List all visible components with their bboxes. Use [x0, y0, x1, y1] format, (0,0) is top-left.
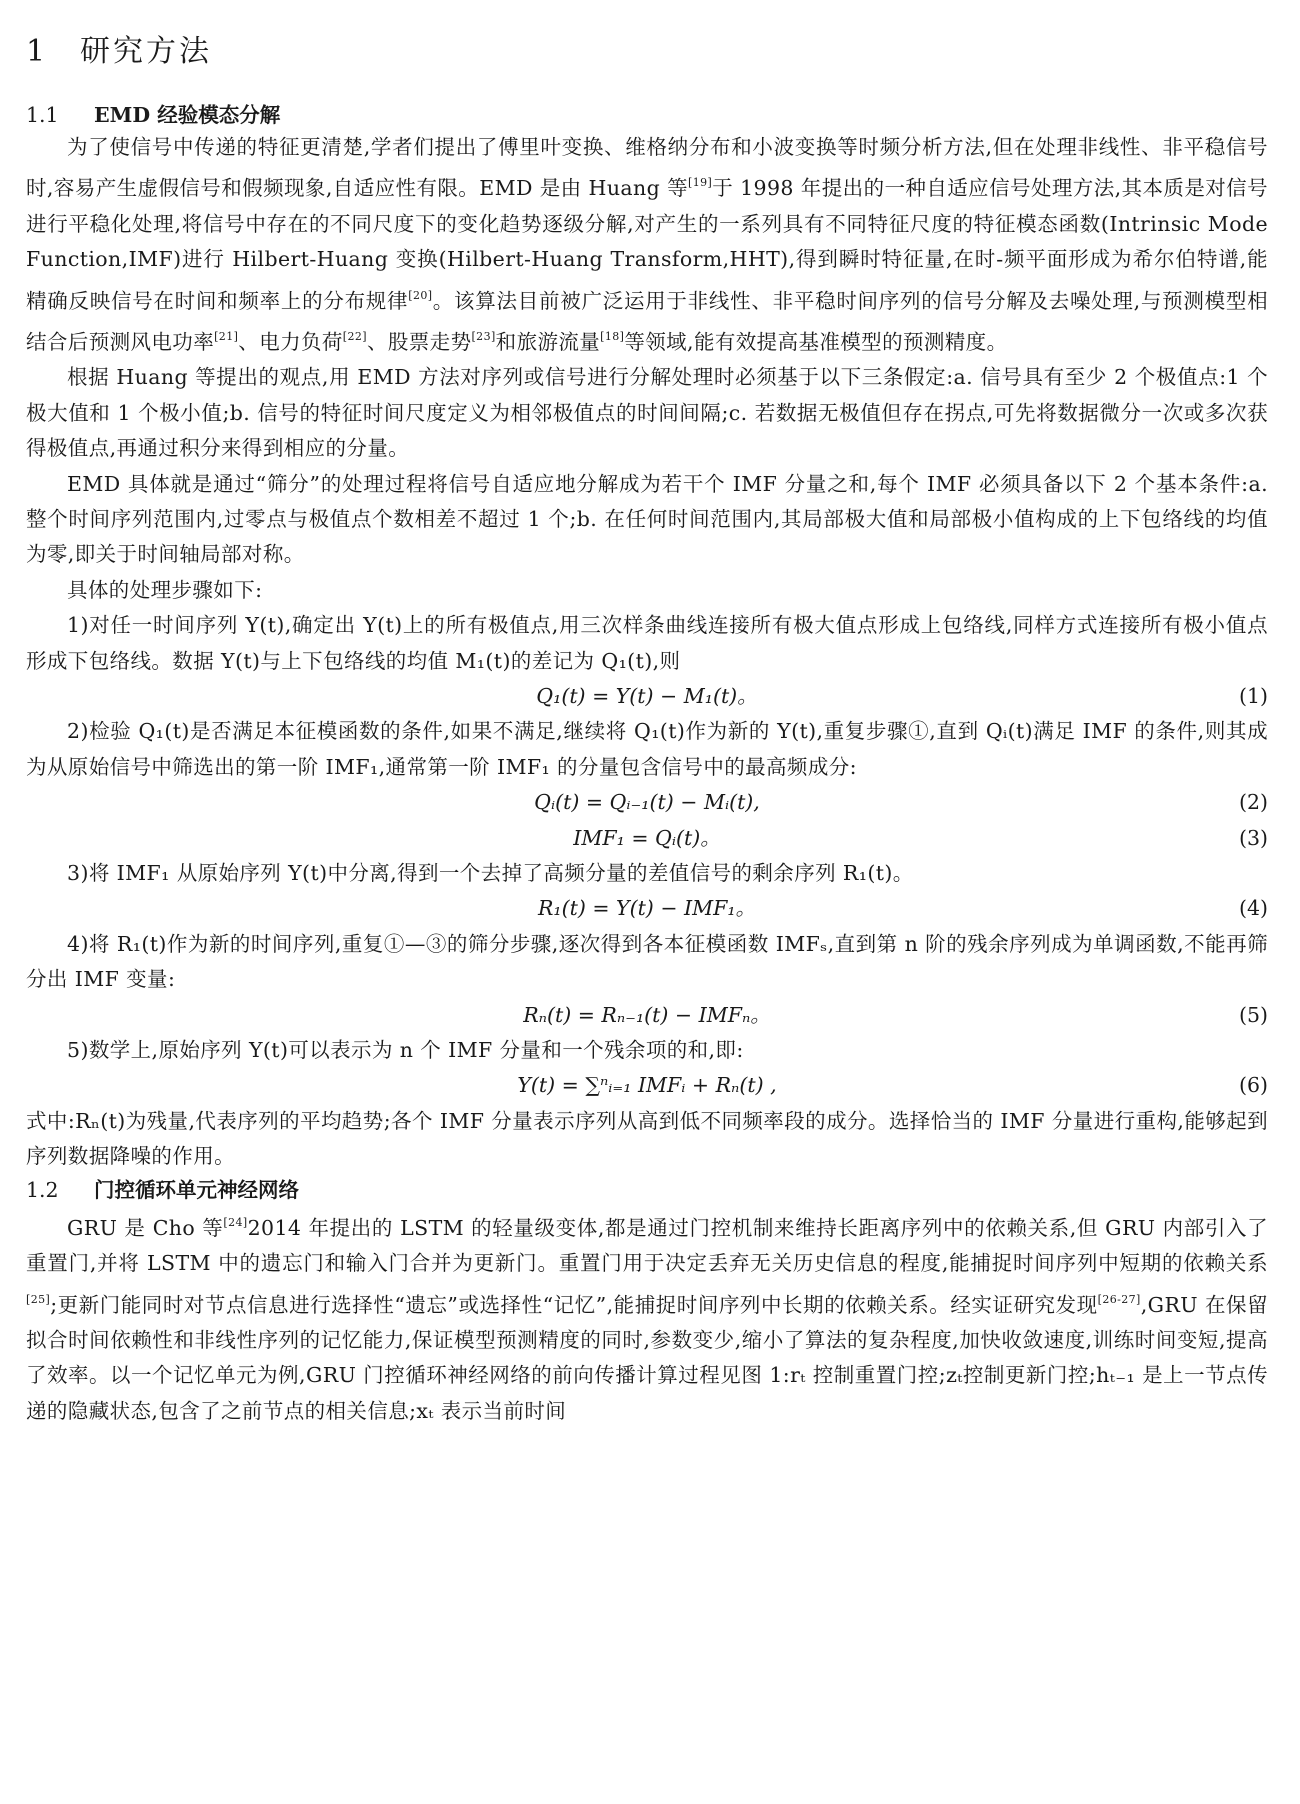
- citation: [20]: [408, 288, 433, 302]
- citation: [21]: [214, 330, 239, 344]
- citation: [18]: [600, 330, 625, 344]
- text-run: 。该算法目前被广泛运用于非线性、非平稳时间序列的信号分解及去噪处理,与预测模型相结合后预测风电功率: [26, 288, 1268, 355]
- equation-3: [26, 821, 1268, 856]
- text-run: 于 1998 年提出的一种自适应信号处理方法,其本质是对信号进行平稳化处理,将信号中存在的不同尺度下的变化趋势逐级分解,对产生的一系列具有不同特征尺度的特征模态函数(Intrinsic Mode Function,IMF)进行 Hilbert-Huang 变换(Hilbert-Huang Transform,HHT),得到瞬时特征量,在时-频平面形成为希尔伯特谱,能精确反映信号在时间和频率上的分布规律: [26, 176, 1268, 313]
- text-run: GRU 是 Cho 等: [67, 1215, 224, 1240]
- step-4: 4)将 R₁(t)作为新的时间序列,重复①—③的筛分步骤,逐次得到各本征模函数 IMFₛ,直到第 n 阶的残余序列成为单调函数,不能再筛分出 IMF 变量:: [26, 931, 1268, 992]
- citation: [26-27]: [1097, 1292, 1141, 1306]
- text-run: ;更新门能同时对节点信息进行选择性“遗忘”或选择性“记忆”,能捕捉时间序列中长期的依赖关系。经实证研究发现: [50, 1292, 1098, 1317]
- equation-1: [26, 679, 1268, 714]
- step-2: 2)检验 Q₁(t)是否满足本征模函数的条件,如果不满足,继续将 Q₁(t)作为新的 Y(t),重复步骤①,直到 Qᵢ(t)满足 IMF 的条件,则其成为从原始信号中筛选出的第一阶 IMF₁,通常第一阶 IMF₁ 的分量包含信号中的最高频成分:: [26, 719, 1268, 779]
- equation-number: (4): [1238, 896, 1268, 921]
- citation: [19]: [688, 176, 713, 190]
- equation-number: (2): [1238, 790, 1268, 815]
- equation-body: Y(t) = ∑ⁿᵢ₌₁ IMFᵢ + Rₙ(t) ,: [517, 1073, 777, 1098]
- equation-number: (5): [1238, 1002, 1268, 1027]
- text-run: 为了使信号中传递的特征更清楚,学者们提出了傅里叶变换、维格纳分布和小波变换等时频分析方法,但在处理非线性、非平稳信号时,容易产生虚假信号和假频现象,自适应性有限。EMD 是由 Huang 等: [26, 135, 1268, 201]
- equation-body: Q₁(t) = Y(t) − M₁(t)。: [536, 684, 758, 709]
- paragraph-emd-intro: [26, 130, 1268, 360]
- equation-number: (3): [1238, 825, 1268, 850]
- subsection-title: EMD 经验模态分解: [94, 103, 281, 127]
- text-run: 等领域,能有效提高基准模型的预测精度。: [624, 330, 1008, 355]
- equation-body: R₁(t) = Y(t) − IMF₁。: [537, 896, 757, 921]
- paragraph-imf-conditions: EMD 具体就是通过“筛分”的处理过程将信号自适应地分解成为若干个 IMF 分量之和,每个 IMF 必须具备以下 2 个基本条件:a. 整个时间序列范围内,过零点与极值点个数相差不超过 1 个;b. 在任何时间范围内,其局部极大值和局部极小值构成的上下包络线的均值为零,即关于时间轴局部对称。: [26, 471, 1268, 567]
- citation: [23]: [471, 330, 496, 344]
- paragraph-residual-note: 式中:Rₙ(t)为残量,代表序列的平均趋势;各个 IMF 分量表示序列从高到低不同频率段的成分。选择恰当的 IMF 分量进行重构,能够起到序列数据降噪的作用。: [26, 1108, 1268, 1169]
- equation-body: IMF₁ = Qᵢ(t)。: [573, 825, 721, 850]
- equation-2: [26, 785, 1268, 820]
- subsection-number: 1.2: [26, 1177, 59, 1202]
- subsection-number: 1.1: [26, 103, 59, 127]
- paragraph-steps-intro: 具体的处理步骤如下:: [67, 577, 263, 602]
- equation-6: [26, 1068, 1268, 1103]
- section-title: 研究方法: [80, 34, 212, 69]
- step-1: 1)对任一时间序列 Y(t),确定出 Y(t)上的所有极值点,用三次样条曲线连接所有极大值点形成上包络线,同样方式连接所有极小值点形成下包络线。数据 Y(t)与上下包络线的均值 M₁(t)的差记为 Q₁(t),则: [26, 613, 1268, 673]
- citation: [22]: [342, 330, 367, 344]
- citation: [25]: [26, 1292, 51, 1306]
- text-run: 、电力负荷: [238, 330, 343, 355]
- equation-5: [26, 998, 1268, 1033]
- paragraph-gru-intro: [26, 1205, 1268, 1429]
- subsection-title: 门控循环单元神经网络: [94, 1177, 299, 1202]
- paragraph-assumptions: 根据 Huang 等提出的观点,用 EMD 方法对序列或信号进行分解处理时必须基于以下三条假定:a. 信号具有至少 2 个极值点:1 个极大值和 1 个极小值;b. 信号的特征时间尺度定义为相邻极值点的时间间隔;c. 若数据无极值但存在拐点,可先将数据微分一次或多次获得极值点,再通过积分来得到相应的分量。: [26, 365, 1268, 461]
- equation-body: Qᵢ(t) = Qᵢ₋₁(t) − Mᵢ(t),: [534, 790, 760, 815]
- section-number: 1: [26, 34, 49, 69]
- text-run: 、股票走势: [366, 330, 472, 355]
- equation-4: [26, 891, 1268, 926]
- subsection-heading-emd: [26, 100, 1268, 130]
- text-run: 2014 年提出的 LSTM 的轻量级变体,都是通过门控机制来维持长距离序列中的依赖关系,但 GRU 内部引入了重置门,并将 LSTM 中的遗忘门和输入门合并为更新门。重置门用于决定丢弃无关历史信息的程度,能捕捉时间序列中短期的依赖关系: [26, 1215, 1268, 1276]
- equation-number: (1): [1238, 684, 1268, 709]
- step-5: 5)数学上,原始序列 Y(t)可以表示为 n 个 IMF 分量和一个残余项的和,即:: [67, 1038, 744, 1063]
- section-heading: [26, 32, 1268, 72]
- equation-number: (6): [1238, 1073, 1268, 1098]
- text-run: ,GRU 在保留拟合时间依赖性和非线性序列的记忆能力,保证模型预测精度的同时,参数变少,缩小了算法的复杂程度,加快收敛速度,训练时间变短,提高了效率。以一个记忆单元为例,GRU 门控循环神经网络的前向传播计算过程见图 1:rₜ 控制重置门控;zₜ控制更新门控;hₜ₋₁ 是上一节点传递的隐藏状态,包含了之前节点的相关信息;xₜ 表示当前时间: [26, 1292, 1268, 1423]
- citation: [24]: [223, 1215, 248, 1229]
- text-run: 和旅游流量: [495, 330, 601, 355]
- subsection-heading-gru: [26, 1175, 1268, 1205]
- equation-body: Rₙ(t) = Rₙ₋₁(t) − IMFₙ。: [523, 1002, 771, 1027]
- step-3: 3)将 IMF₁ 从原始序列 Y(t)中分离,得到一个去掉了高频分量的差值信号的剩余序列 R₁(t)。: [67, 861, 914, 886]
